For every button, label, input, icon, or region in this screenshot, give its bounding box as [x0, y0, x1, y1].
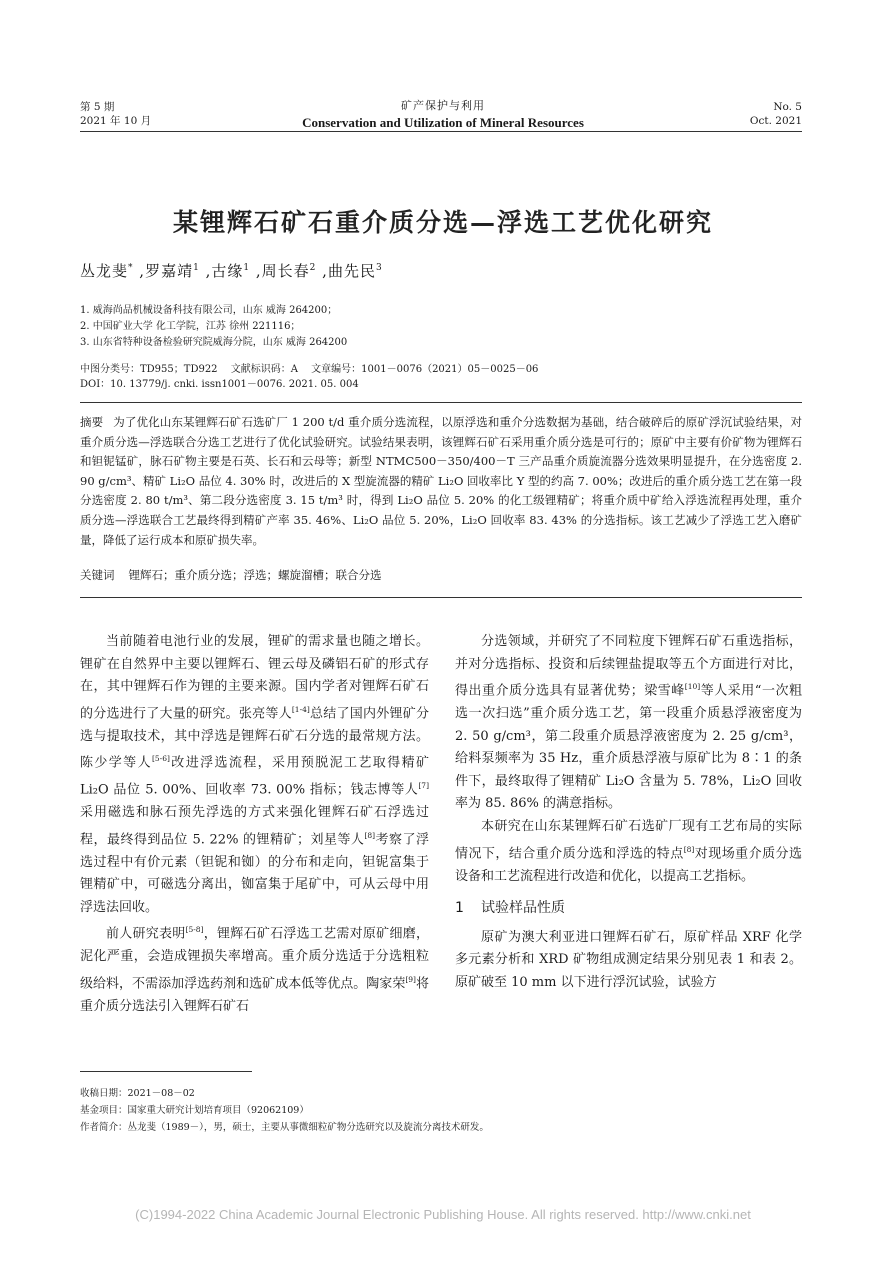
affiliation-line: 1. 威海尚品机械设备科技有限公司，山东 威海 264200； [80, 305, 338, 316]
author-list [80, 260, 383, 281]
affiliation-line: 2. 中国矿业大学 化工学院，江苏 徐州 221116； [80, 321, 301, 332]
author-name: 古缘 [211, 262, 244, 280]
journal-name-cn: 矿产保护与利用 [401, 99, 485, 112]
author-affiliation-mark: * [128, 263, 134, 273]
author-name: 曲先民 [327, 262, 376, 280]
citation-ref: [9] [405, 974, 416, 984]
section-title: 试验样品性质 [481, 900, 565, 917]
footnote-rule [80, 1071, 252, 1072]
author-separator: , [250, 262, 262, 280]
abstract-text: 为了优化山东某锂辉石矿石选矿厂 1 200 t/d 重介质分选流程，以原浮选和重介分选数据为基础，结合破碎后的原矿浮沉试验结果，对重介质分选—浮选联合分选工艺进行了优化试验研究。试验结果表明，该锂辉石矿石采用重介质分选是可行的；原矿中主要有价矿物为锂辉石和钽铌锰矿，脉石矿物主要是石英、长石和云母等；新型 NTMC500－350/400－T 三产品重介质旋流器分选效果明显提升，在分选密度 2. 90 g/cm³、精矿 Li₂O 品位 4. 30% 时，改进后的 X 型旋流器的精矿 Li₂O 回收率比 Y 型的约高 7. 00%；改进后的重介质分选工艺在第一段分选密度 2. 80 t/m³、第二段分选密度 3. 15 t/m³ 时，得到 Li₂O 品位 5. 20% 的化工级锂精矿；将重介质中矿给入浮选流程再处理，重介质分选—浮选联合工艺最终得到精矿产率 35. 46%、Li₂O 品位 5. 20%，Li₂O 回收率 83. 43% 的分选指标。该工艺减少了浮选工艺入磨矿量，降低了运行成本和原矿损失率。 [80, 415, 802, 547]
footnote-line: 基金项目：国家重大研究计划培育项目（92062109） [80, 1105, 309, 1116]
document-code: 文献标识码：A [230, 364, 298, 375]
affiliation-line: 3. 山东省特种设备检验研究院威海分院，山东 威海 264200 [80, 337, 348, 348]
author-affiliation-mark: 3 [375, 263, 383, 273]
keywords-text: 锂辉石；重介质分选；浮选；螺旋溜槽；联合分选 [128, 568, 382, 582]
issue-date-en: Oct. 2021 [749, 115, 802, 127]
body-paragraph: 分选领域，并研究了不同粒度下锂辉石矿石重选指标，并对分选指标、投资和后续锂盐提取等五个方面进行对比，得出重介质分选具有显著优势；梁雪峰[10]等人采用“一次粗选一次扫选”重介质分选工艺，第一段重介质悬浮液密度为 2. 50 g/cm³，第二段重介质悬浮液密度为 2. 25 g/cm³，给料泵频率为 35 Hz，重介质悬浮液与原矿比为 8∶1 的条件下，最终取得了锂精矿 Li₂O 含量为 5. 78%，Li₂O 回收率为 85. 86% 的满意指标。 [455, 634, 802, 812]
author-affiliation-mark: 2 [309, 263, 317, 273]
citation-ref: [8] [683, 844, 695, 854]
citation-ref: [10] [684, 682, 701, 692]
article-number: 文章编号：1001－0076（2021）05－0025－06 [311, 364, 539, 375]
abstract-label: 摘要 [80, 415, 104, 429]
section-heading-1 [455, 897, 802, 920]
citation-ref: [1-4] [291, 704, 310, 714]
citation-ref: [5-6] [151, 754, 170, 764]
body-right-column [455, 631, 802, 995]
keywords [80, 567, 382, 583]
body-paragraph: 本研究在山东某锂辉石矿石选矿厂现有工艺布局的实际情况下，结合重介质分选和浮选的特点[8]对现场重介质分选设备和工艺流程进行改造和优化，以提高工艺指标。 [455, 819, 802, 884]
body-paragraph: 当前随着电池行业的发展，锂矿的需求量也随之增长。锂矿在自然界中主要以锂辉石、锂云母及磷铝石矿的形式存在，其中锂辉石作为锂的主要来源。国内学者对锂辉石矿石的分选进行了大量的研究。张亮等人[1-4]总结了国内外锂矿分选与提取技术，其中浮选是锂辉石矿石分选的最常规方法。陈少学等人[5-6]改进浮选流程，采用预脱泥工艺取得精矿 Li₂O 品位 5. 00%、回收率 73. 00% 指标；钱志博等人[7]采用磁选和脉石预先浮选的方式来强化锂辉石矿石浮选过程，最终得到品位 5. 22% 的锂精矿；刘星等人[8]考察了浮选过程中有价元素（钽铌和铷）的分布和走向，钽铌富集于锂精矿中，可磁选分离出，铷富集于尾矿中，可从云母中用浮选法回收。 [80, 634, 429, 915]
author-affiliation-mark: 1 [193, 263, 200, 273]
author-separator: , [133, 262, 146, 280]
clc-number: 中图分类号：TD955；TD922 [80, 364, 218, 375]
author-affiliation-mark: 1 [243, 263, 251, 273]
paper-title: 某锂辉石矿石重介质分选—浮选工艺优化研究 [172, 208, 713, 237]
abstract-top-rule [80, 402, 802, 403]
footnote-line: 收稿日期：2021－08－02 [80, 1088, 195, 1099]
classification-block [80, 362, 538, 392]
issue-date-cn: 2021 年 10 月 [80, 115, 152, 127]
citation-ref: [8] [364, 830, 376, 840]
journal-name-en: Conservation and Utilization of Mineral Resources [302, 115, 584, 130]
author-separator: , [316, 262, 328, 280]
affiliations [80, 303, 347, 351]
abstract [80, 413, 802, 550]
section-number: 1 [455, 900, 464, 917]
body-left-column [80, 631, 429, 1018]
citation-ref: [5-8] [185, 925, 204, 935]
author-name: 丛龙斐 [80, 262, 129, 280]
copyright-watermark: (C)1994-2022 China Academic Journal Electronic Publishing House. All rights reserved. http://www.cnki.net [135, 1207, 751, 1222]
footnote-line: 作者简介：丛龙斐（1989－），男，硕士，主要从事微细粒矿物分选研究以及旋流分离技术研发。 [80, 1122, 489, 1133]
body-paragraph: 前人研究表明[5-8]，锂辉石矿石浮选工艺需对原矿细磨，泥化严重，会造成锂损失率增高。重介质分选适于分选粗粒级给料，不需添加浮选药剂和选矿成本低等优点。陶家荣[9]将重介质分选法引入锂辉石矿石 [80, 925, 429, 1014]
header-rule [80, 131, 802, 132]
author-name: 周长春 [261, 262, 310, 280]
issue-number-en: No. 5 [773, 101, 802, 113]
body-paragraph: 原矿为澳大利亚进口锂辉石矿石，原矿样品 XRF 化学多元素分析和 XRD 矿物组成测定结果分别见表 1 和表 2。原矿破至 10 mm 以下进行浮沉试验，试验方 [455, 929, 802, 990]
issue-number-cn: 第 5 期 [80, 101, 115, 113]
doi: DOI：10. 13779/j. cnki. issn1001－0076. 2021. 05. 004 [80, 379, 359, 390]
author-name: 罗嘉靖 [145, 262, 194, 280]
keywords-label: 关键词 [80, 568, 115, 582]
citation-ref: [7] [418, 781, 429, 791]
footnotes [80, 1085, 489, 1136]
abstract-bottom-rule [80, 597, 802, 598]
author-separator: , [199, 262, 212, 280]
header-issue-en [750, 100, 802, 128]
